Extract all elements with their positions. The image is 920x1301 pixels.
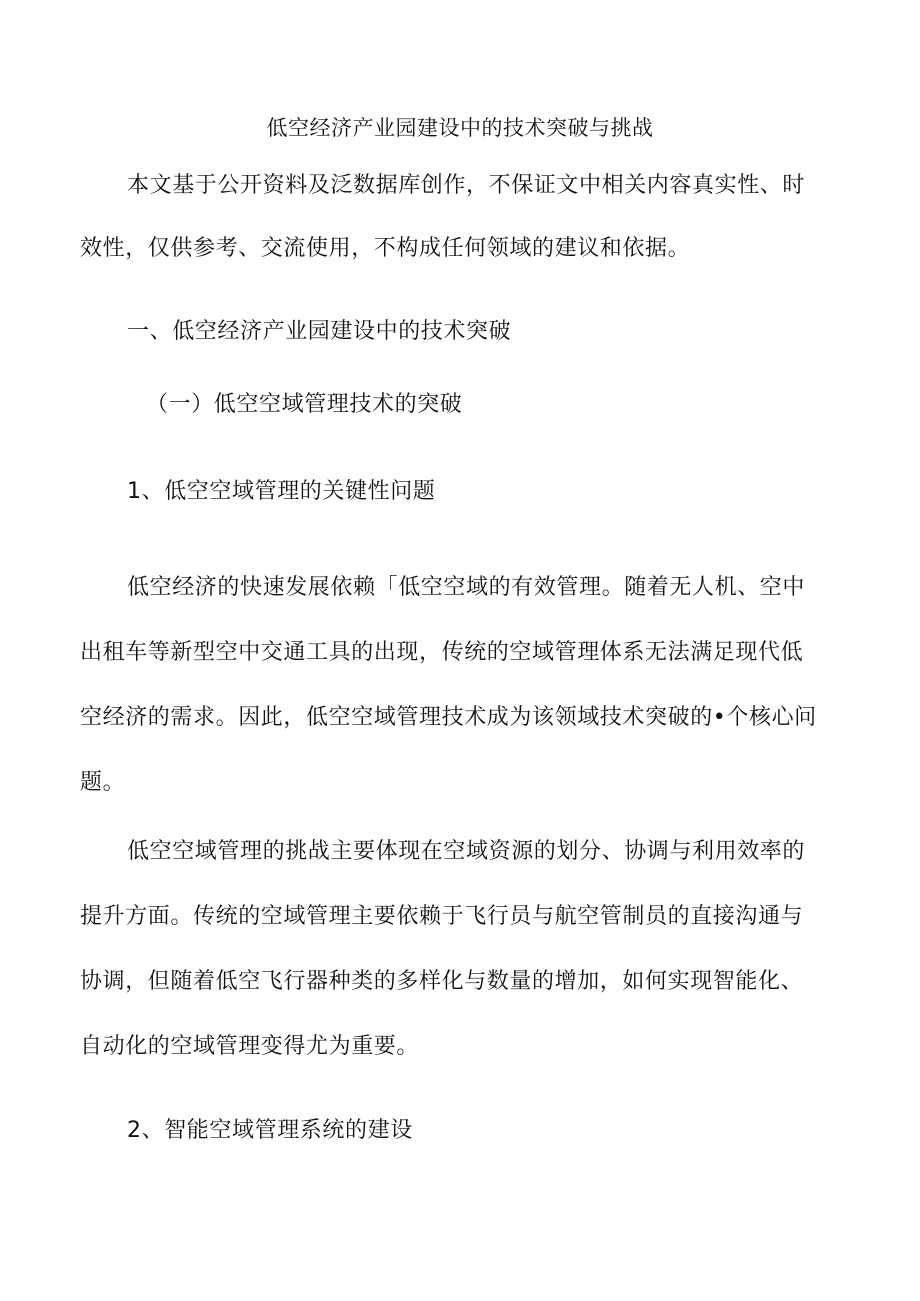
item-heading-text: 2、智能空域管理系统的建设 xyxy=(127,1118,413,1143)
body-line: 低空经济的快速发展依赖「低空空域的有效管理。随着无人机、空中 xyxy=(127,575,806,600)
body-line: 协调，但随着低空飞行器种类的多样化与数量的增加，如何实现智能化、 xyxy=(80,969,804,994)
section-heading xyxy=(80,316,840,347)
body-line: 提升方面。传统的空域管理主要依赖于飞行员与航空管制员的直接沟通与 xyxy=(80,904,804,929)
subsection-heading-text: （一）低空空域管理技术的突破 xyxy=(146,392,463,417)
disclaimer-line: 效性，仅供参考、交流使用，不构成任何领域的建议和依据。 xyxy=(80,236,691,261)
document-title: 低空经济产业园建设中的技术突破与挑战 xyxy=(266,116,654,140)
body-line: 自动化的空域管理变得尤为重要。 xyxy=(80,1034,420,1059)
item-heading-2 xyxy=(80,1115,840,1146)
body-line: 低空空域管理的挑战主要体现在空域资源的划分、协调与利用效率的 xyxy=(127,839,806,864)
section-heading-text: 一、低空经济产业园建设中的技术突破 xyxy=(127,319,512,344)
body-line: 出租车等新型空中交通工具的出现，传统的空域管理体系无法满足现代低 xyxy=(80,640,804,665)
item-heading-1 xyxy=(80,476,840,507)
body-line: 题。 xyxy=(80,770,126,795)
disclaimer-line: 本文基于公开资料及泛数据库创作，不保证文中相关内容真实性、时 xyxy=(127,173,806,198)
subsection-heading xyxy=(80,389,840,420)
body-paragraph-2 xyxy=(80,836,840,1062)
body-line: 空经济的需求。因此，低空空域管理技术成为该领域技术突破的•个核心问 xyxy=(80,705,817,730)
disclaimer-paragraph xyxy=(80,170,840,264)
body-paragraph-1 xyxy=(80,572,840,798)
item-heading-text: 1、低空空域管理的关键性问题 xyxy=(127,479,436,504)
